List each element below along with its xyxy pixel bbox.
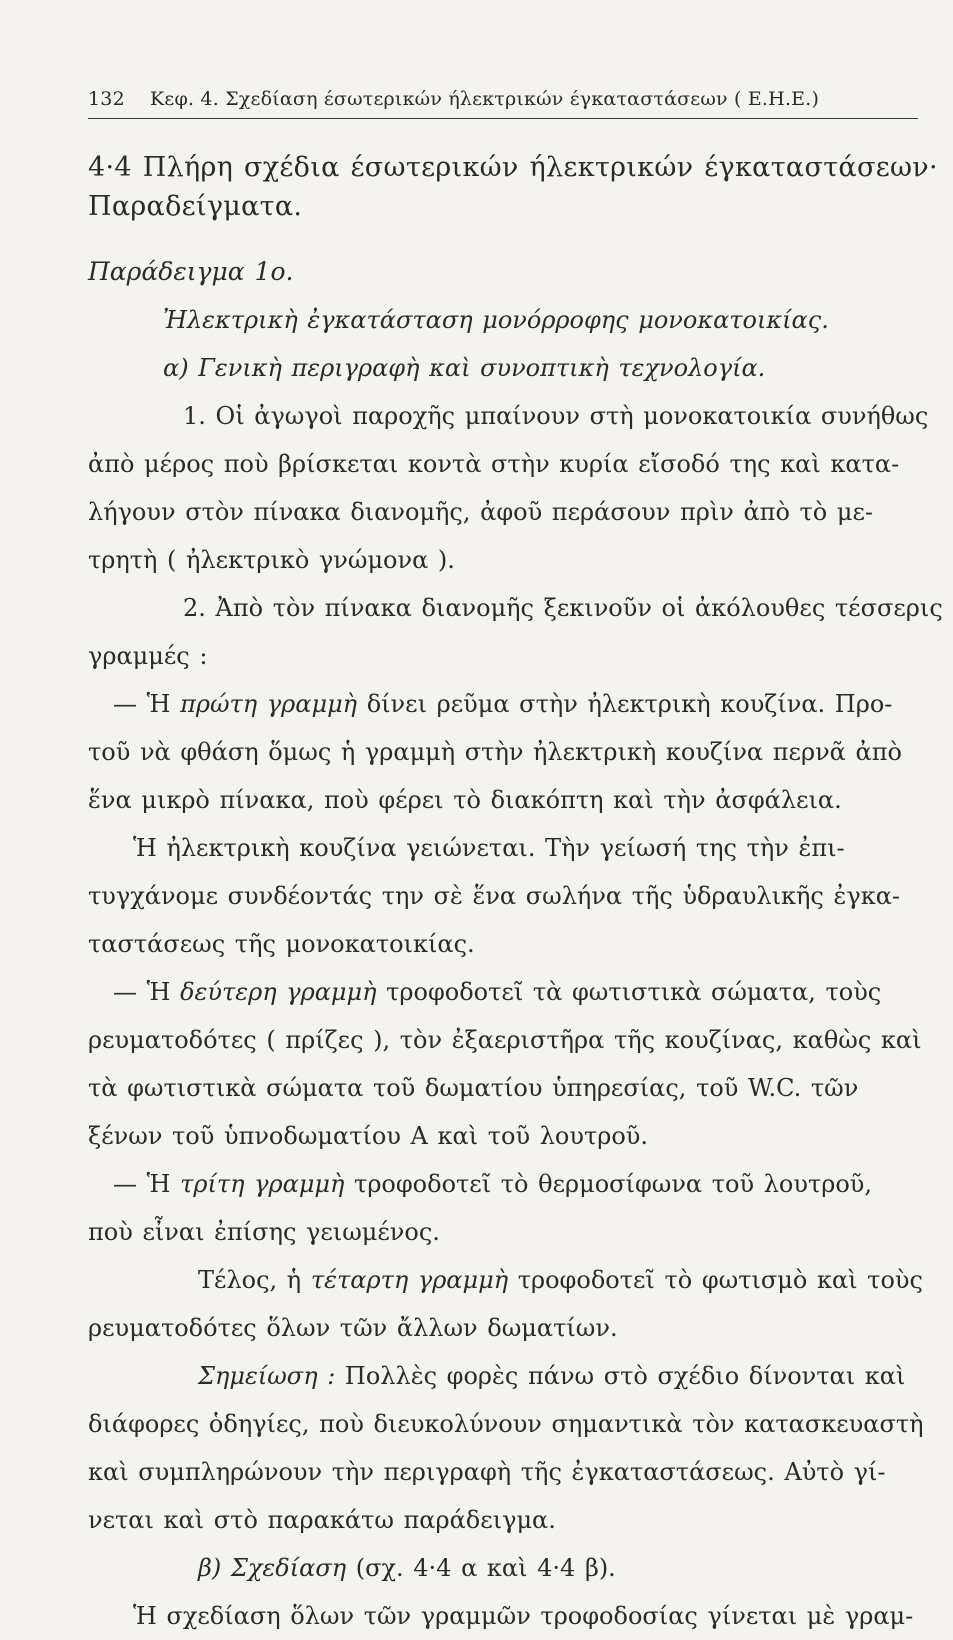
text-line: γραμμές :	[88, 642, 208, 670]
text-run: (σχ. 4·4 α καὶ 4·4 β).	[346, 1554, 616, 1582]
text-line	[88, 968, 938, 1016]
text-run: Τέλος, ἡ	[198, 1266, 311, 1294]
section-heading-line-2: Παραδείγματα.	[88, 191, 303, 222]
text-line: νεται καὶ στὸ παρακάτω παράδειγμα.	[88, 1506, 556, 1534]
text-line	[88, 680, 938, 728]
text-line: ἕνα μικρὸ πίνακα, ποὺ φέρει τὸ διακόπτη καὶ τὴν ἀσφάλεια.	[88, 786, 842, 814]
text-line: ἀπὸ μέρος ποὺ βρίσκεται κοντὰ στὴν κυρία εἴσοδό της καὶ κατα-	[88, 450, 900, 478]
part-b-heading: β) Σχεδίαση	[198, 1554, 347, 1582]
dash-lead: — Ἡ	[113, 690, 181, 718]
part-a-heading: α) Γενικὴ περιγραφὴ καὶ συνοπτικὴ τεχνολογία.	[163, 354, 766, 382]
text-line: διάφορες ὁδηγίες, ποὺ διευκολύνουν σημαντικὰ τὸν κατασκευαστὴ	[88, 1410, 924, 1438]
running-title: Κεφ. 4. Σχεδίαση έσωτερικών ήλεκτρικών έγκαταστάσεων ( Ε.Η.Ε.)	[150, 88, 820, 110]
text-line: τὰ φωτιστικὰ σώματα τοῦ δωματίου ὑπηρεσίας, τοῦ W.C. τῶν	[88, 1074, 859, 1102]
dash-lead: — Ἡ	[113, 1170, 181, 1198]
text-line: τυγχάνομε συνδέοντάς την σὲ ἕνα σωλήνα τῆς ὑδραυλικῆς ἐγκα-	[88, 882, 901, 910]
text-run: τροφοδοτεῖ τὸ φωτισμὸ καὶ τοὺς	[508, 1266, 923, 1294]
dash-lead: — Ἡ	[113, 978, 181, 1006]
text-line: Ἡ σχεδίαση ὅλων τῶν γραμμῶν τροφοδοσίας γίνεται μὲ γραμ-	[133, 1602, 914, 1630]
text-line	[88, 1256, 938, 1304]
text-line: καὶ συμπληρώνουν τὴν περιγραφὴ τῆς ἐγκαταστάσεως. Αὐτὸ γί-	[88, 1458, 886, 1486]
text-line: ρευματοδότες ὅλων τῶν ἄλλων δωματίων.	[88, 1314, 618, 1342]
text-run: τροφοδοτεῖ τὰ φωτιστικὰ σώματα, τοὺς	[376, 978, 882, 1006]
line-term: τρίτη γραμμὴ	[180, 1170, 345, 1198]
text-run: Πολλὲς φορὲς πάνω στὸ σχέδιο δίνονται καὶ	[335, 1362, 906, 1390]
example-heading: Παράδειγμα 1ο.	[88, 257, 294, 286]
line-term: τέταρτη γραμμὴ	[310, 1266, 509, 1294]
text-line: ρευματοδότες ( πρίζες ), τὸν ἐξαεριστῆρα τῆς κουζίνας, καθὼς καὶ	[88, 1026, 922, 1054]
section-heading-line-1: 4·4 Πλήρη σχέδια έσωτερικών ήλεκτρικών έγκαταστάσεων·	[88, 152, 938, 183]
note-label: Σημείωση :	[198, 1362, 336, 1390]
line-term: δεύτερη γραμμὴ	[180, 978, 377, 1006]
line-term: πρώτη γραμμὴ	[180, 690, 358, 718]
text-line: 2. Ἀπὸ τὸν πίνακα διανομῆς ξεκινοῦν οἱ ἀκόλουθες τέσσερις	[183, 594, 943, 622]
text-line: ποὺ εἶναι ἐπίσης γειωμένος.	[88, 1218, 440, 1246]
text-line	[88, 1352, 938, 1400]
text-line	[88, 1160, 938, 1208]
page-number: 132	[88, 88, 125, 110]
text-line: τοῦ νὰ φθάση ὅμως ἡ γραμμὴ στὴν ἠλεκτρικὴ κουζίνα περνᾶ ἀπὸ	[88, 738, 902, 766]
text-line: ξένων τοῦ ὑπνοδωματίου Α καὶ τοῦ λουτροῦ.	[88, 1122, 649, 1150]
text-line: ταστάσεως τῆς μονοκατοικίας.	[88, 930, 475, 958]
example-subtitle: Ἠλεκτρικὴ ἐγκατάσταση μονόρροφης μονοκατοικίας.	[163, 306, 829, 334]
text-line: τρητὴ ( ἠλεκτρικὸ γνώμονα ).	[88, 546, 455, 574]
header-rule	[88, 118, 918, 119]
page-body	[88, 148, 943, 1640]
text-line: Ἡ ἠλεκτρικὴ κουζίνα γειώνεται. Τὴν γείωσή της τὴν ἐπι-	[133, 834, 845, 862]
text-line	[88, 1544, 938, 1592]
text-line: λήγουν στὸν πίνακα διανομῆς, ἀφοῦ περάσουν πρὶν ἀπὸ τὸ με-	[88, 498, 874, 526]
running-header	[88, 88, 920, 110]
text-line: 1. Οἱ ἀγωγοὶ παροχῆς μπαίνουν στὴ μονοκατοικία συνήθως	[183, 402, 929, 430]
text-run: τροφοδοτεῖ τὸ θερμοσίφωνα τοῦ λουτροῦ,	[344, 1170, 873, 1198]
text-run: δίνει ρεῦμα στὴν ἠλεκτρικὴ κουζίνα. Προ-	[357, 690, 893, 718]
